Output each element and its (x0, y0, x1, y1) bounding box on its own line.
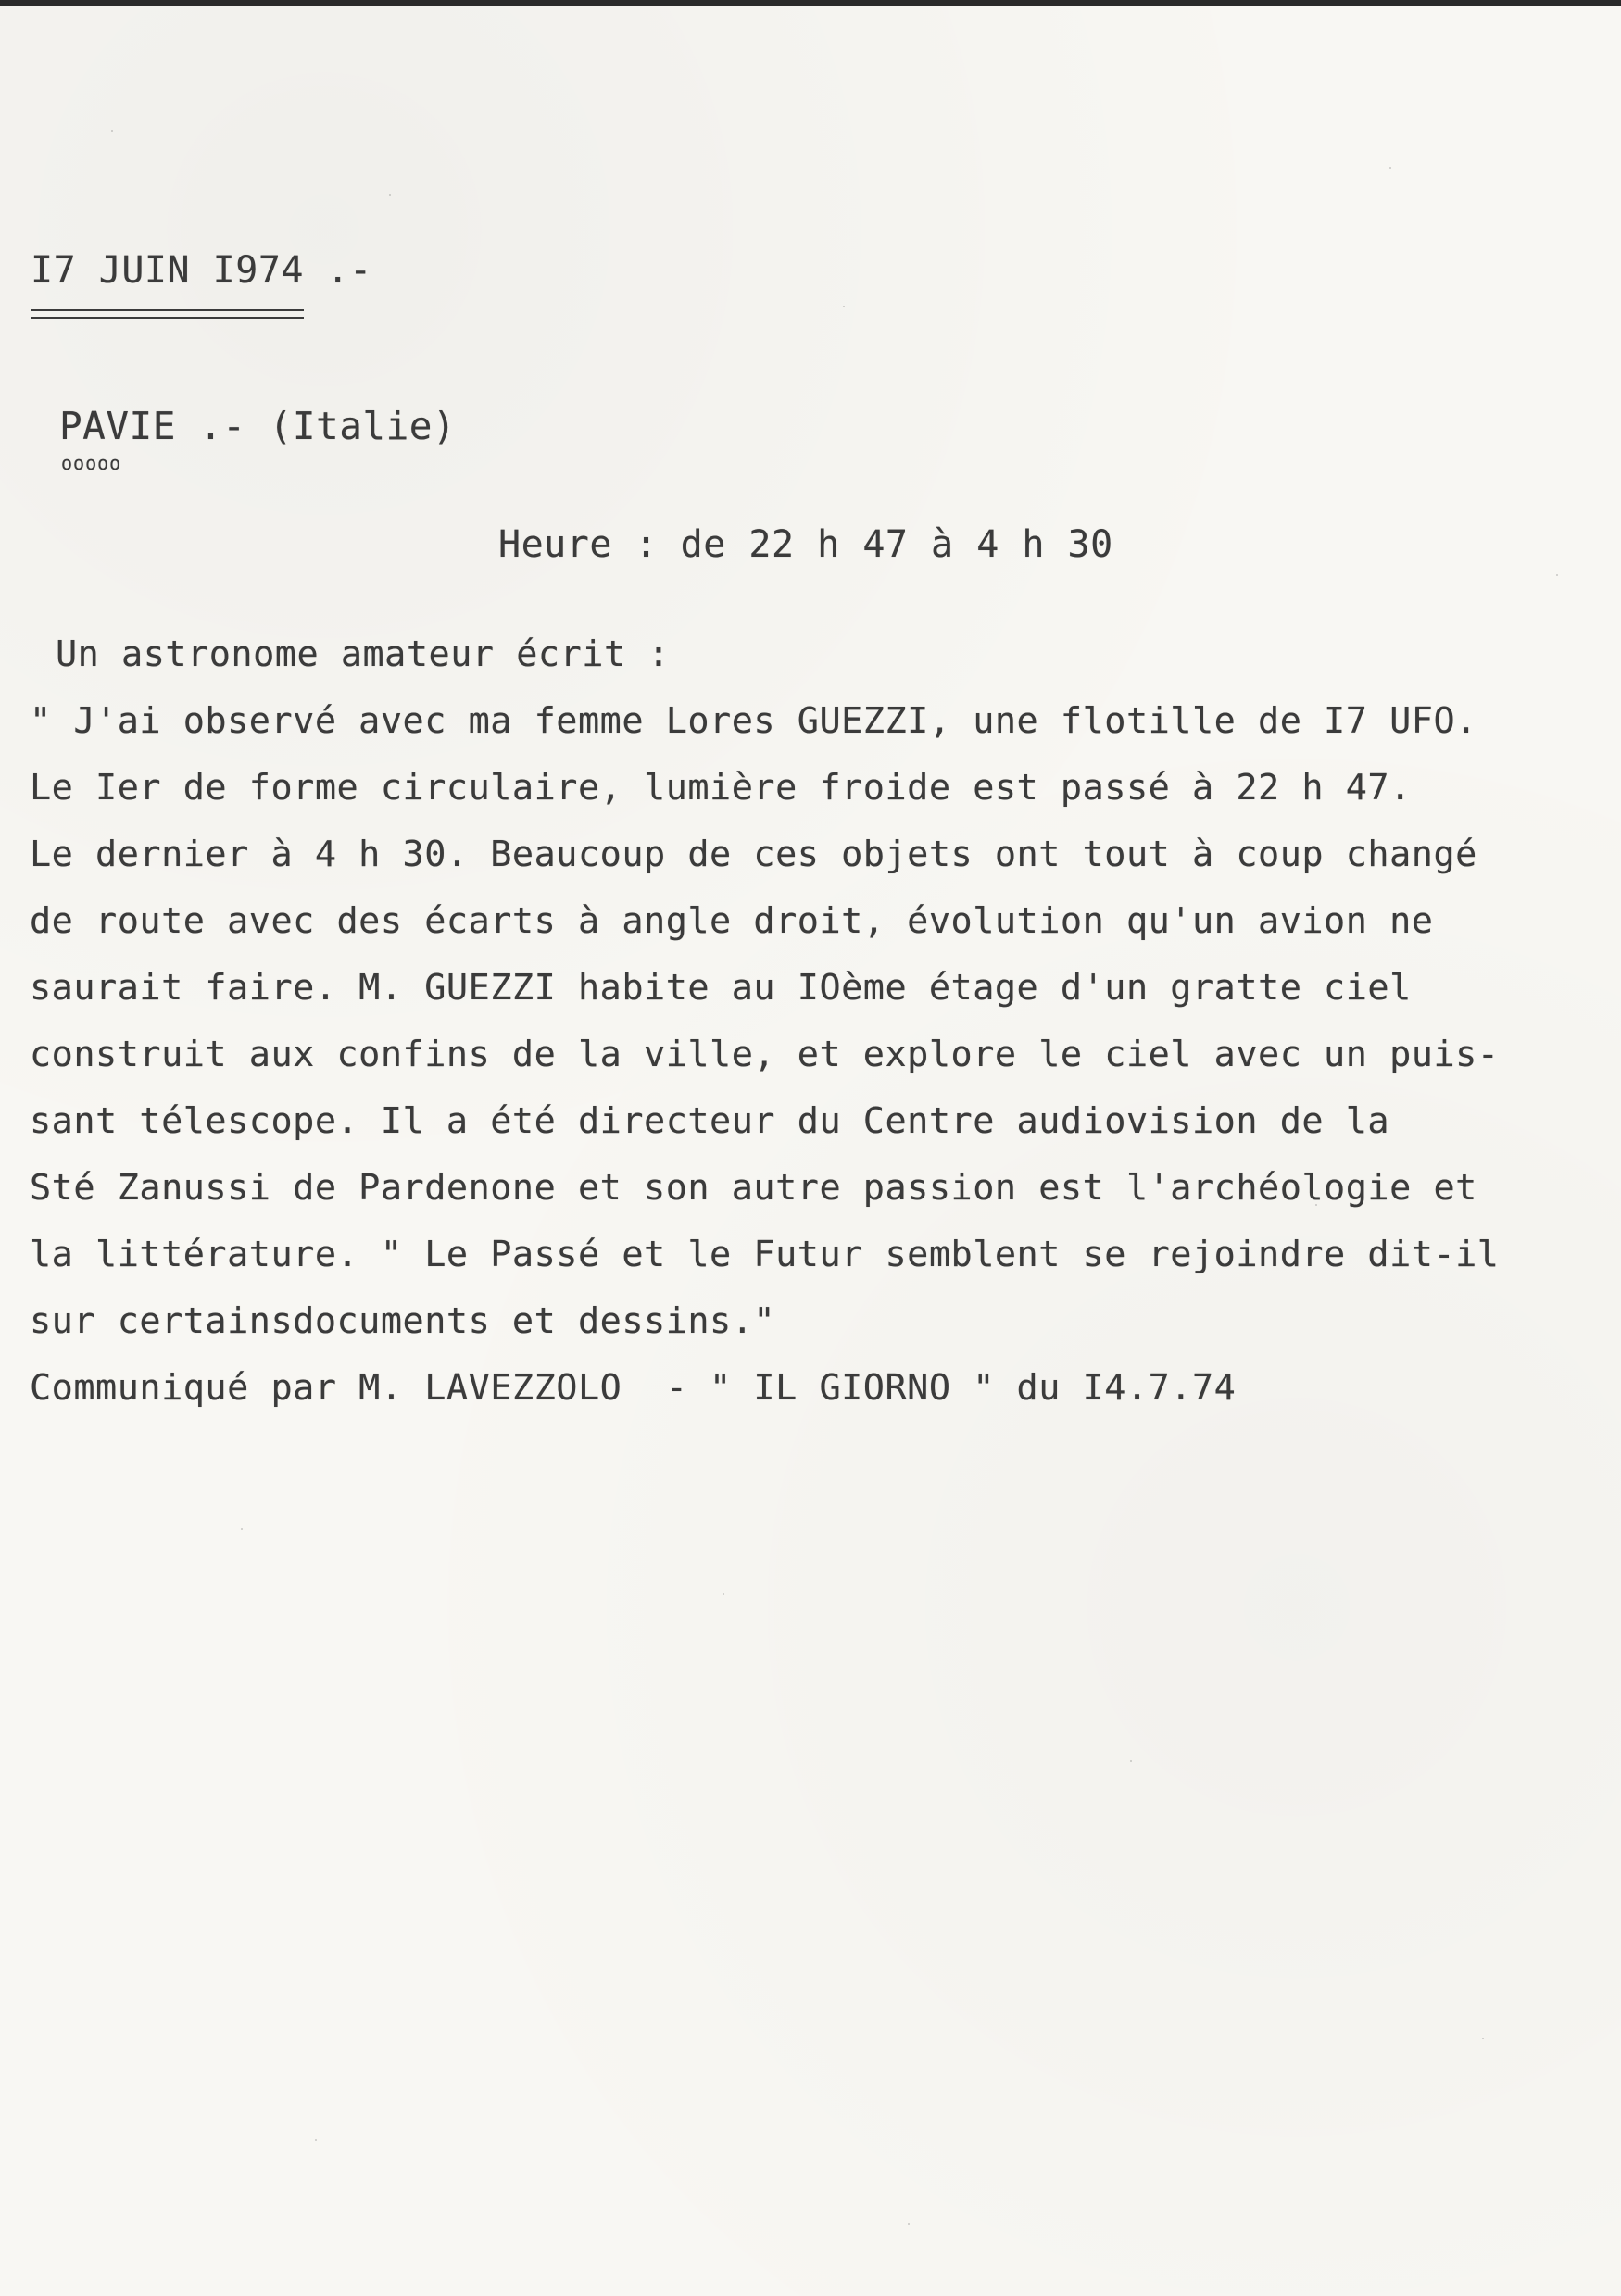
date-underline (31, 317, 304, 319)
body-line: Le Ier de forme circulaire, lumière froide est passé à 22 h 47. (30, 767, 1412, 809)
body-line: Le dernier à 4 h 30. Beaucoup de ces objets ont tout à coup changé (30, 834, 1477, 875)
body-line: sur certainsdocuments et dessins." (30, 1300, 776, 1342)
body-line: construit aux confins de la ville, et explore le ciel avec un puis- (30, 1034, 1500, 1075)
body-line: la littérature. " Le Passé et le Futur semblent se rejoindre dit-il (30, 1234, 1500, 1275)
body-line: de route avec des écarts à angle droit, évolution qu'un avion ne (30, 900, 1434, 942)
attribution-line: Communiqué par M. LAVEZZOLO - " IL GIORNO " du I4.7.74 (30, 1367, 1237, 1409)
top-border (0, 0, 1621, 6)
location-heading: PAVIE .- (Italie) (59, 404, 457, 448)
location-underline-decoration: ooooo (61, 452, 122, 474)
body-line: " J'ai observé avec ma femme Lores GUEZZI, une flotille de I7 UFO. (30, 700, 1477, 742)
body-line: saurait faire. M. GUEZZI habite au IOème étage d'un gratte ciel (30, 967, 1412, 1009)
document-date: I7 JUIN I974 .- (31, 249, 372, 292)
body-line: Un astronome amateur écrit : (56, 634, 671, 675)
time-range: Heure : de 22 h 47 à 4 h 30 (498, 523, 1113, 566)
date-underline (31, 309, 304, 311)
body-line: sant télescope. Il a été directeur du Centre audiovision de la (30, 1100, 1390, 1142)
body-line: Sté Zanussi de Pardenone et son autre passion est l'archéologie et (30, 1167, 1477, 1209)
